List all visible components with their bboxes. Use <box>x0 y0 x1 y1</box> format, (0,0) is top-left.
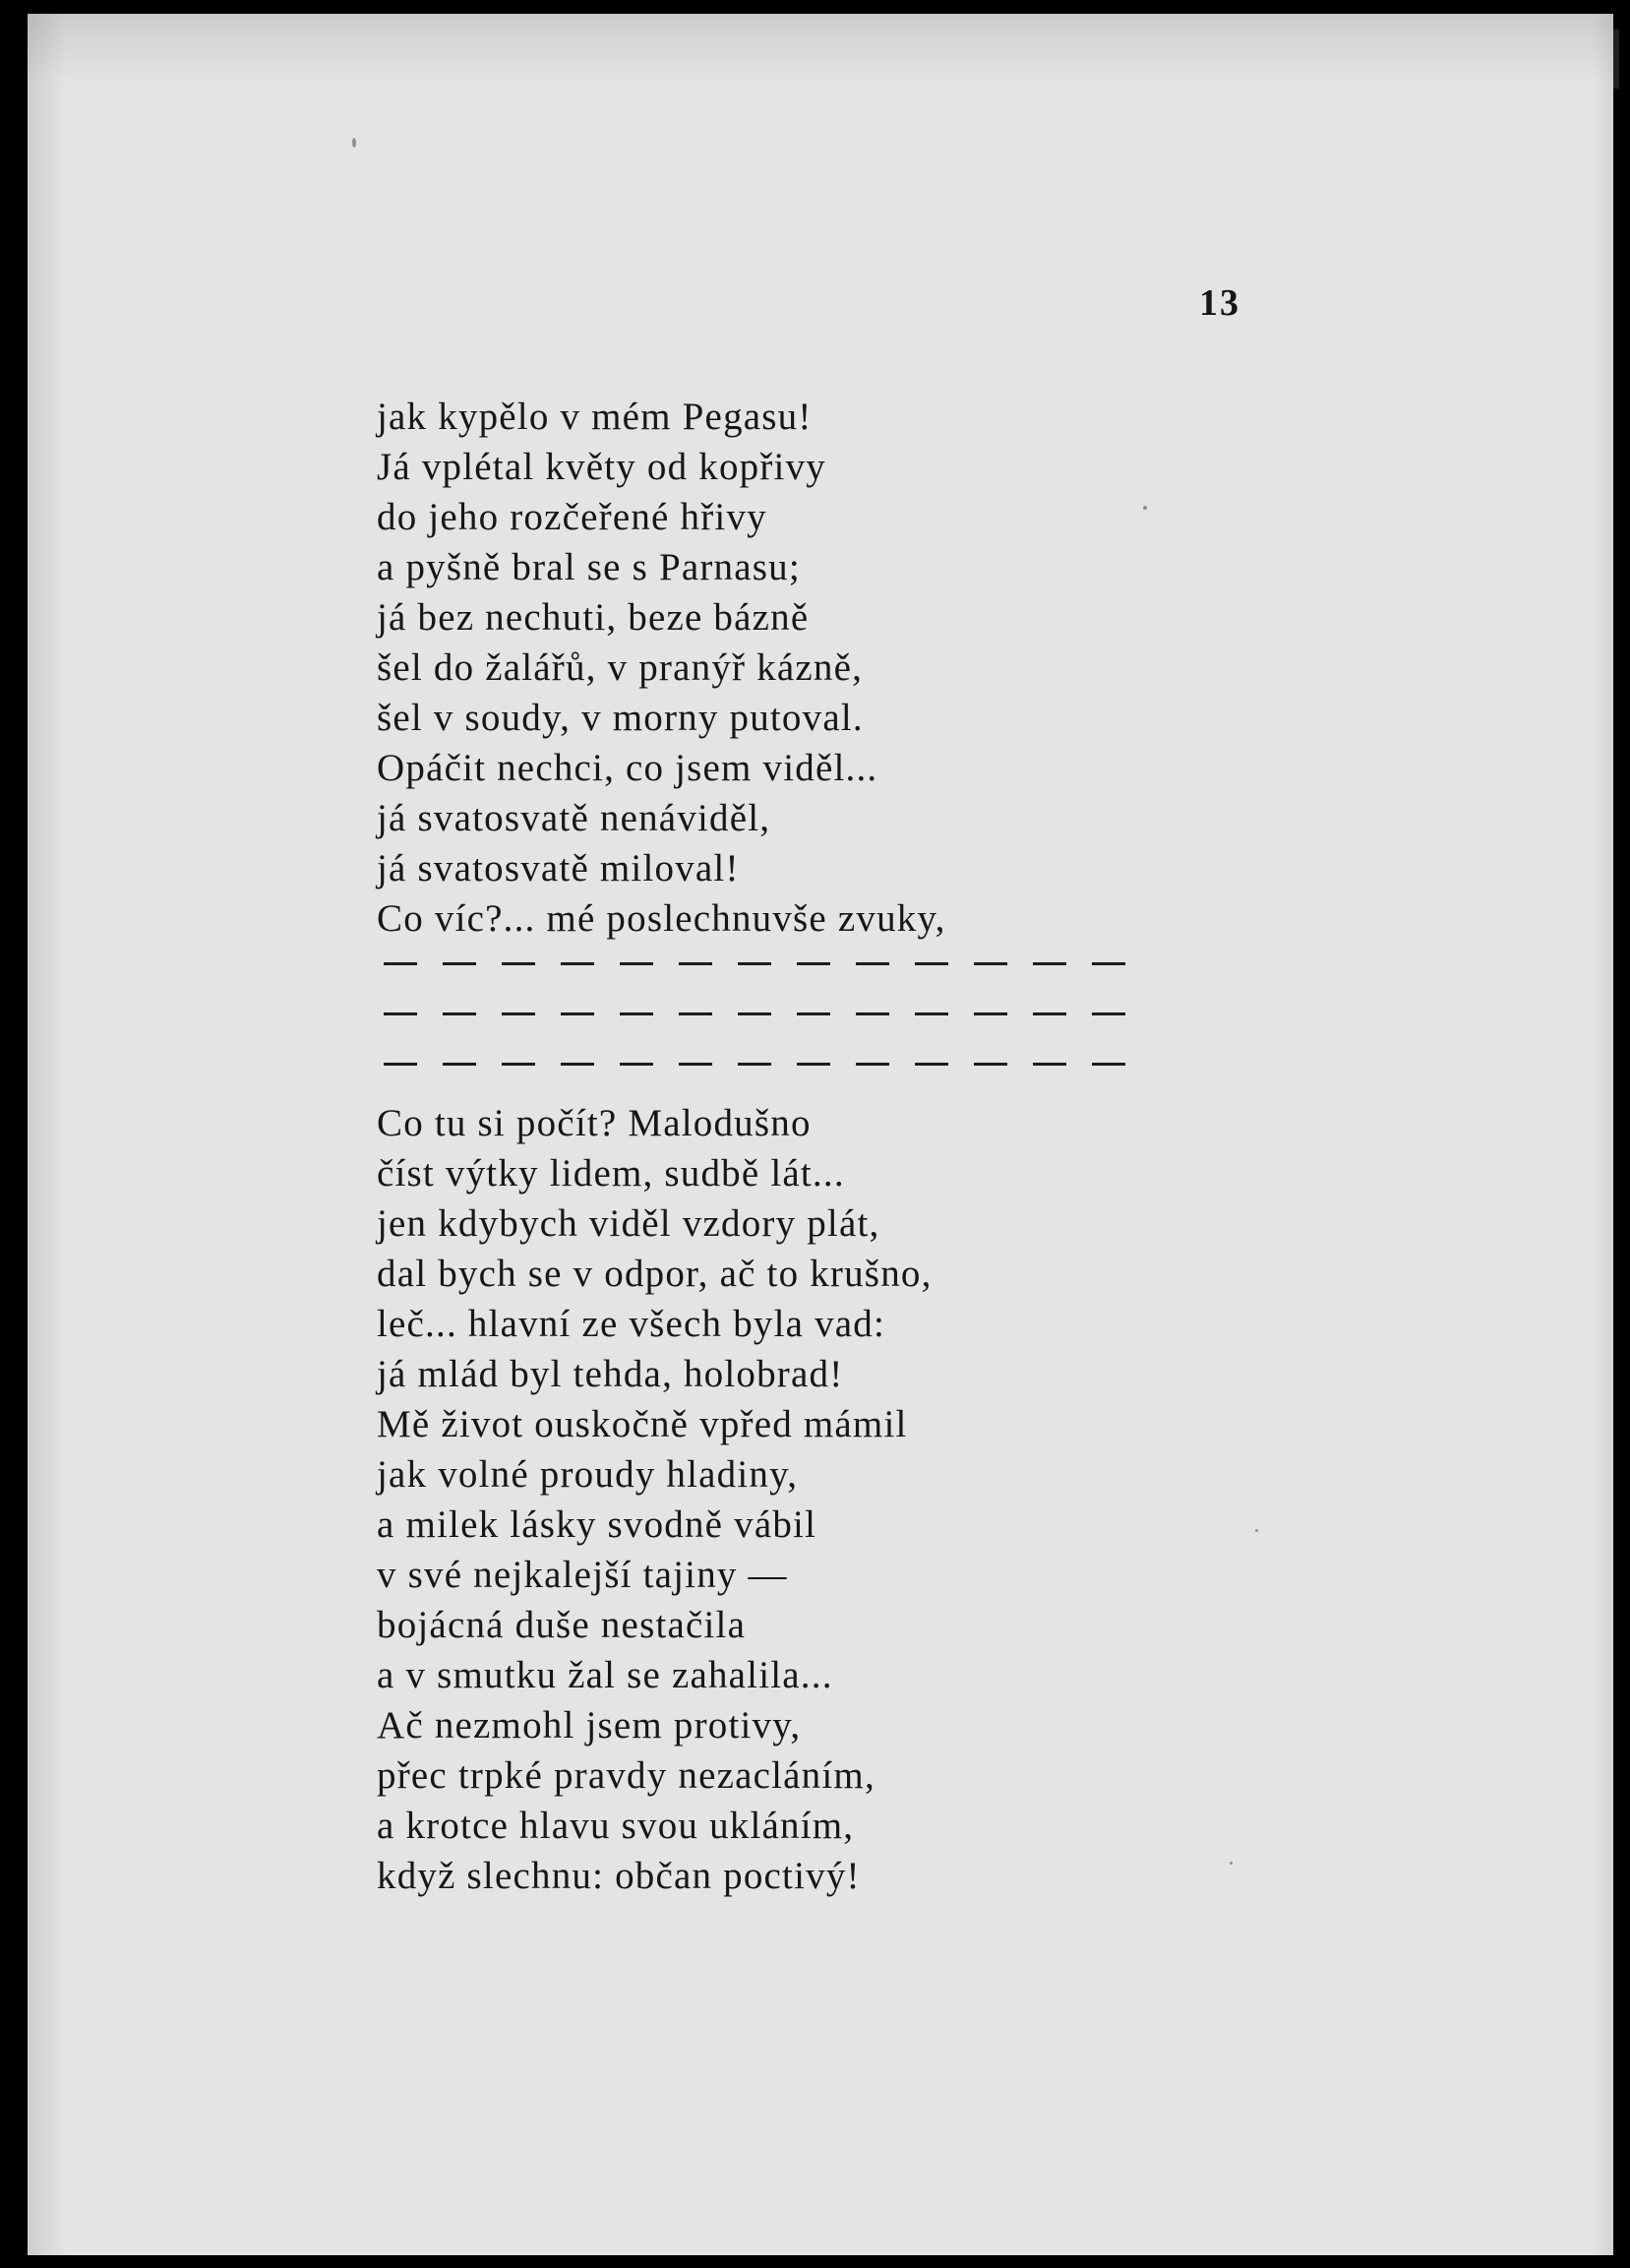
omission-dash <box>443 962 476 965</box>
verse-line: jak kypělo v mém Pegasu! <box>377 396 813 438</box>
omission-dash <box>502 1063 535 1066</box>
page-shadow-top <box>28 14 1613 83</box>
page-shadow-right <box>1592 14 1613 2255</box>
omission-dash <box>797 1063 830 1066</box>
verse-line: leč... hlavní ze všech byla vad: <box>377 1303 886 1345</box>
dash-row <box>384 989 1125 1039</box>
page-number: 13 <box>1199 282 1240 324</box>
omission-dash <box>1092 1063 1125 1066</box>
verse-line: bojácná duše nestačila <box>377 1604 747 1646</box>
verse-line: Mě život ouskočně vpřed mámil <box>377 1403 908 1445</box>
omission-dash <box>502 962 535 965</box>
omission-dash <box>443 1012 476 1015</box>
omission-dash <box>856 1063 889 1066</box>
omission-dash <box>856 1012 889 1015</box>
omission-dash <box>384 1063 417 1066</box>
verse-line: Opáčit nechci, co jsem viděl... <box>377 747 878 789</box>
omission-dash <box>620 1012 653 1015</box>
omission-dash <box>974 1063 1007 1066</box>
omission-dash <box>915 1012 948 1015</box>
verse-line: já mlád byl tehda, holobrad! <box>377 1353 844 1395</box>
verse-line: přec trpké pravdy nezacláním, <box>377 1754 875 1797</box>
omission-dash <box>561 1012 594 1015</box>
stanza-two <box>377 1098 933 1901</box>
omission-dash <box>620 962 653 965</box>
verse-line: a pyšně bral se s Parnasu; <box>377 546 801 588</box>
omission-dash <box>679 1063 712 1066</box>
verse-line: jak volné proudy hladiny, <box>377 1453 799 1496</box>
omission-dash <box>738 962 771 965</box>
dash-row <box>384 939 1125 989</box>
verse-line: číst výtky lidem, sudbě lát... <box>377 1152 845 1195</box>
omission-dash <box>1033 1063 1066 1066</box>
omission-dash <box>856 962 889 965</box>
omission-dash <box>679 962 712 965</box>
verse-line: a milek lásky svodně vábil <box>377 1503 817 1546</box>
stanza-one <box>377 392 946 944</box>
omission-dash <box>974 1012 1007 1015</box>
verse-line: Co víc?... mé poslechnuvše zvuky, <box>377 897 946 940</box>
paper-speck <box>1143 506 1147 510</box>
dash-row <box>384 1039 1125 1089</box>
verse-line: v své nejkalejší tajiny — <box>377 1554 788 1596</box>
omission-dash <box>620 1063 653 1066</box>
verse-line: a v smutku žal se zahalila... <box>377 1654 833 1696</box>
verse-line: Co tu si počít? Malodušno <box>377 1102 812 1144</box>
book-page <box>28 14 1613 2255</box>
verse-line: do jeho rozčeřené hřivy <box>377 496 767 538</box>
verse-line: šel do žalářů, v pranýř kázně, <box>377 646 864 689</box>
verse-line: já bez nechuti, beze bázně <box>377 596 810 639</box>
verse-line: já svatosvatě miloval! <box>377 847 740 889</box>
paper-speck <box>1255 1529 1258 1532</box>
omission-dash <box>915 1063 948 1066</box>
omission-dash <box>1092 1012 1125 1015</box>
verse-line: jen kdybych viděl vzdory plát, <box>377 1202 880 1245</box>
omission-dash <box>561 1063 594 1066</box>
verse-line: Já vplétal květy od kopřivy <box>377 446 826 488</box>
omission-dash <box>679 1012 712 1015</box>
omission-dash <box>797 1012 830 1015</box>
verse-line: dal bych se v odpor, ač to krušno, <box>377 1253 933 1295</box>
omission-dash <box>384 962 417 965</box>
omission-dash <box>974 962 1007 965</box>
omission-dash <box>443 1063 476 1066</box>
omission-dash <box>1033 962 1066 965</box>
omission-dash <box>797 962 830 965</box>
omission-dash <box>1092 962 1125 965</box>
omitted-lines-marker <box>384 939 1125 1089</box>
verse-line: šel v soudy, v morny putoval. <box>377 697 864 739</box>
scan-edge-mark <box>1613 30 1619 89</box>
omission-dash <box>915 962 948 965</box>
omission-dash <box>384 1012 417 1015</box>
omission-dash <box>738 1063 771 1066</box>
omission-dash <box>502 1012 535 1015</box>
omission-dash <box>561 962 594 965</box>
verse-line: když slechnu: občan poctivý! <box>377 1855 861 1897</box>
verse-line: Ač nezmohl jsem protivy, <box>377 1704 802 1747</box>
verse-line: já svatosvatě nenáviděl, <box>377 797 771 839</box>
paper-speck <box>1230 1862 1233 1865</box>
verse-line: a krotce hlavu svou ukláním, <box>377 1805 855 1847</box>
omission-dash <box>1033 1012 1066 1015</box>
page-shadow-left <box>28 14 67 2255</box>
omission-dash <box>738 1012 771 1015</box>
paper-speck <box>352 138 356 148</box>
